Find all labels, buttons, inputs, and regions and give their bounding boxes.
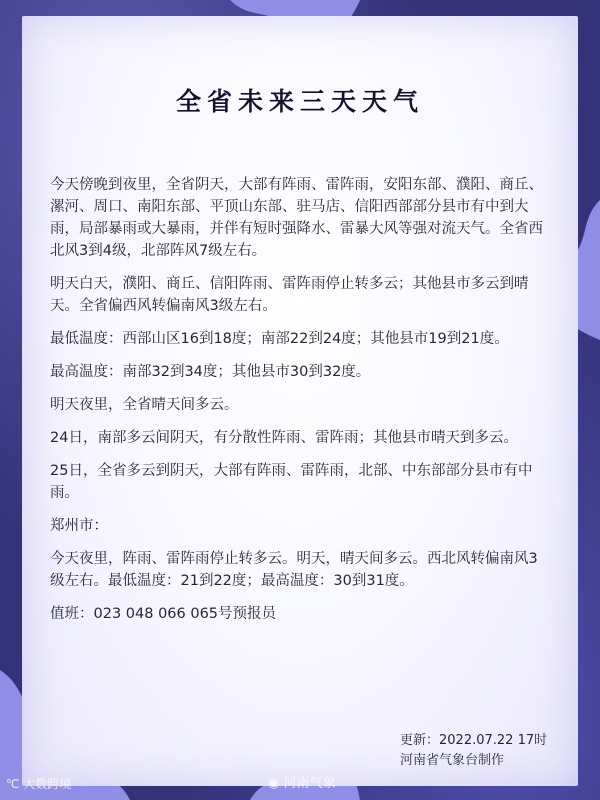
update-time: 更新：2022.07.22 17时	[400, 733, 548, 748]
paragraph: 今天夜里，阵雨、雷阵雨停止转多云。明天，晴天间多云。西北风转偏南风3级左右。最低温度：21到22度；最高温度：30到31度。	[50, 551, 538, 589]
paragraph: 24日，南部多云间阴天，有分散性阵雨、雷阵雨；其他县市晴天到多云。	[50, 430, 518, 446]
paragraph: 明天夜里，全省晴天间多云。	[50, 397, 239, 413]
watermark-left: ℃ 大数跨境	[6, 777, 72, 791]
page-title: 全省未来三天天气	[175, 87, 424, 116]
paragraph: 郑州市：	[50, 518, 108, 534]
watermark-right: ◉ 河南气象	[268, 776, 336, 791]
forecast-body	[50, 174, 552, 636]
paragraph: 值班：023 048 066 065号预报员	[50, 606, 277, 622]
paragraph: 最高温度：南部32到34度；其他县市30到32度。	[50, 364, 371, 380]
weibo-icon: ◉	[268, 776, 284, 791]
update-footer	[400, 731, 570, 771]
paragraph: 明天白天，濮阳、商丘、信阳阵雨、雷阵雨停止转多云；其他县市多云到晴天。全省偏西风转偏南风3级左右。	[50, 276, 529, 314]
paragraph: 今天傍晚到夜里，全省阴天，大部有阵雨、雷阵雨，安阳东部、濮阳、商丘、漯河、周口、南阳东部、平顶山东部、驻马店、信阳西部部分县市有中到大雨，局部暴雨或大暴雨，并伴有短时强降水、雷暴大风等强对流天气。全省西北风3到4级，北部阵风7级左右。	[50, 177, 543, 259]
watermark-logo-icon: ℃	[6, 777, 24, 791]
paragraph: 最低温度：西部山区16到18度；南部22到24度；其他县市19到21度。	[50, 331, 509, 347]
producer: 河南省气象台制作	[400, 753, 505, 768]
paragraph: 25日，全省多云到阴天，大部有阵雨、雷阵雨，北部、中东部部分县市有中雨。	[50, 463, 533, 501]
